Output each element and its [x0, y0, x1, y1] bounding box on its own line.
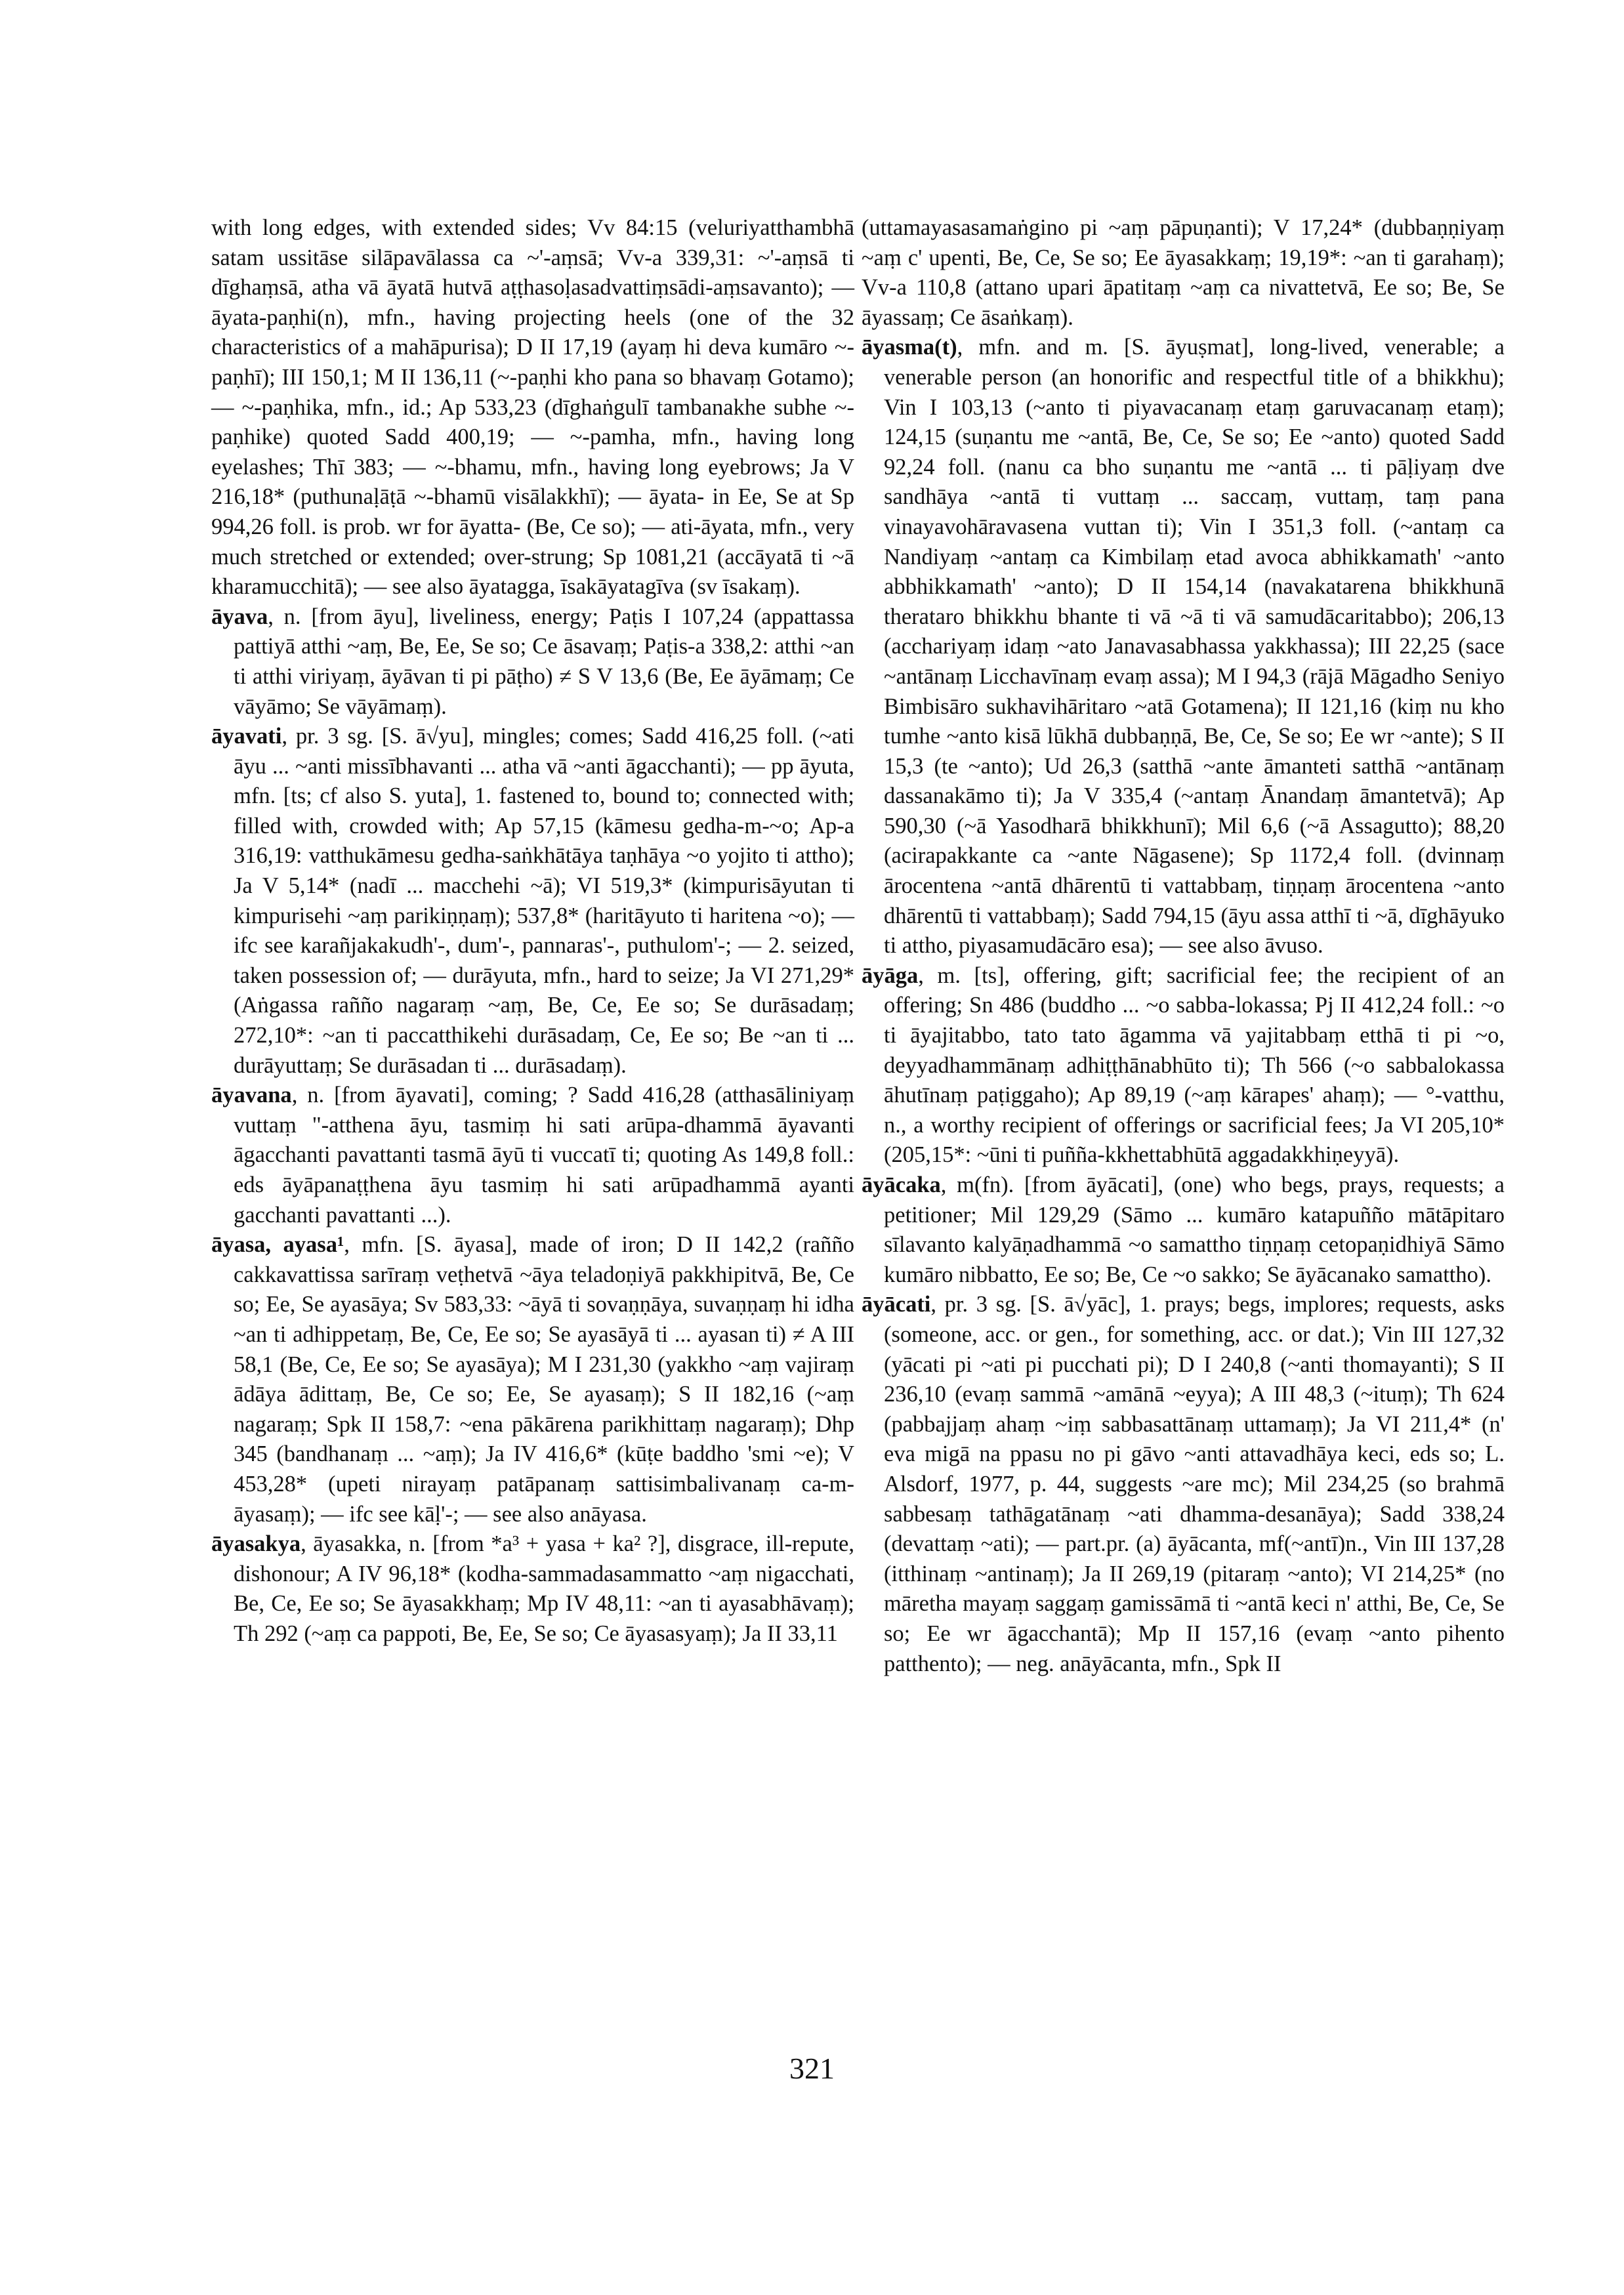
entry-ayavati	[211, 722, 854, 1081]
entry-ayasmat	[862, 333, 1505, 961]
headword: āyāga	[862, 962, 919, 988]
headword: āyācaka	[862, 1172, 941, 1197]
entry-body: , pr. 3 sg. [S. ā√yu], mingles; comes; Sadd 416,25 foll. (~ati āyu ... ~anti missībhavanti ... atha vā ~anti āgacchanti); — pp āyuta, mfn. [ts; cf also S. yuta], 1. fastened to, bound to; connected with; filled with, crowded with; Ap 57,15 (kāmesu gedha-m-~o; Ap-a 316,19: vatthukāmesu gedha-saṅkhātāya taṇhāya ~o yojito ti attho); Ja V 5,14* (nadī ... macchehi ~ā); VI 519,3* (kimpurisāyutan ti kimpurisehi ~aṃ parikiṇṇaṃ); 537,8* (haritāyuto ti haritena ~o); — ifc see karañjakakudh'-, dum'-, pannaras'-, puthulom'-; — 2. seized, taken possession of; — durāyuta, mfn., hard to seize; Ja VI 271,29* (Aṅgassa rañño nagaraṃ ~aṃ, Be, Ce, Ee so; Se durāsadaṃ; 272,10*: ~an ti paccatthikehi durāsadaṃ, Ce, Ee so; Be ~an ti ... durāyuttaṃ; Se durāsadan ti ... durāsadaṃ).	[234, 724, 854, 1078]
entry-continuation: with long edges, with extended sides; Vv 84:15 (veluriyatthambhā satam ussitāse silāpavālassa ca ~'-aṃsā; Vv-a 339,31: ~'-aṃsā ti dīghaṃsā, atha vā āyatā hutvā aṭṭhasoḷasadvattiṃsādi-aṃsavanto); — āyata-paṇhi(n), mfn., having projecting heels (one of the 32 characteristics of a mahāpurisa); D II 17,19 (ayaṃ hi deva kumāro ~-paṇhī); III 150,1; M II 136,11 (~-paṇhi kho pana so bhavaṃ Gotamo); — ~-paṇhika, mfn., id.; Ap 533,23 (dīghaṅgulī tambanakhe subhe ~-paṇhike) quoted Sadd 400,19; — ~-pamha, mfn., having long eyelashes; Thī 383; — ~-bhamu, mfn., having long eyebrows; Ja V 216,18* (puthunaḷāṭā ~-bhamū visālakkhī); — āyata- in Ee, Se at Sp 994,26 foll. is prob. wr for āyatta- (Be, Ce so); — ati-āyata, mfn., very much stretched or extended; over-strung; Sp 1081,21 (accāyatā ti ~ā kharamucchitā); — see also āyatagga, īsakāyatagīva (sv īsakaṃ).	[211, 215, 854, 600]
entry-ayaga	[862, 961, 1505, 1170]
entry-body: , n. [from āyavati], coming; ? Sadd 416,28 (atthasāliniyaṃ vuttaṃ "-atthena āyu, tasmiṃ hi sati arūpa-dhammā āyavanti āgacchanti pavattanti tasmā āyū ti vuccatī ti; quoting As 149,8 foll.: eds āyāpanaṭṭhena āyu tasmiṃ hi sati arūpadhammā ayanti gacchanti pavattanti ...).	[234, 1083, 854, 1228]
entry-body: , m. [ts], offering, gift; sacrificial fee; the recipient of an offering; Sn 486 (buddho ... ~o sabba-lokassa; Pj II 412,24 foll.: ~o ti āyajitabbo, tato tato āgamma vā yajitabbaṃ etthā ti pi ~o, deyyadhammānaṃ adhiṭṭhānabhūto ti); Th 566 (~o sabbalokassa āhutīnaṃ paṭiggaho); Ap 89,19 (~aṃ kārapes' ahaṃ); — °-vatthu, n., a worthy recipient of offerings or sacrificial fees; Ja VI 205,10* (205,15*: ~ūni ti puñña-kkhettabhūtā aggadakkhiṇeyyā).	[884, 962, 1505, 1168]
entry-ayacaka	[862, 1170, 1505, 1290]
entry-body: , āyasakka, n. [from *a³ + yasa + ka² ?], disgrace, ill-repute, dishonour; A IV 96,18* (kodha-sammadasammatto ~aṃ nigacchati, Be, Ce, Ee so; Se āyasakkhaṃ; Mp IV 48,11: ~an ti ayasabhāvaṃ); Th 292 (~aṃ ca pappoti, Be, Ee, Se so; Ce āyasasyaṃ); Ja II 33,11	[234, 1531, 854, 1646]
headword: āyasakya	[211, 1531, 301, 1557]
headword: āyavati	[211, 724, 282, 749]
headword: āyācati	[862, 1292, 931, 1317]
entry-ayasa	[211, 1230, 854, 1529]
entry-body: , mfn. and m. [S. āyuṣmat], long-lived, venerable; a venerable person (an honorific and respectful title of a bhikkhu); Vin I 103,13 (~anto ti piyavacanaṃ etaṃ garuvacanaṃ etaṃ); 124,15 (suṇantu me ~antā, Be, Ce, Se so; Ee ~anto) quoted Sadd 92,24 foll. (nanu ca bho suṇantu me ~antā ... ti pāḷiyaṃ dve sandhāya ~antā ti vuttaṃ ... saccaṃ, vuttaṃ, taṃ pana vinayavohāravasena vuttan ti); Vin I 351,3 foll. (~antaṃ ca Nandiyaṃ ~antaṃ ca Kimbilaṃ etad avoca abhikkamath' ~anto abbhikkamath' ~anto); D II 154,14 (navakatarena bhikkhunā therataro bhikkhu bhante ti vā ~ā ti vā samudācaritabbo); 206,13 (acchariyaṃ idaṃ ~ato Janavasabhassa yakkhassa); III 22,25 (sace ~antānaṃ Licchavīnaṃ evaṃ assa); M I 94,3 (rājā Māgadho Seniyo Bimbisāro sukhavihāritaro ~atā Gotamena); II 121,16 (kiṃ nu kho tumhe ~anto kisā lūkhā dubbaṇṇā, Be, Ce, Se so; Ee wr ~ante); S II 15,3 (te ~anto); Ud 26,3 (satthā ~ante āmanteti satthā ~antānaṃ dassanakāmo ti); Ja V 335,4 (~antaṃ Ānandaṃ āmantetvā); Ap 590,30 (~ā Yasodharā bhikkhunī); Mil 6,6 (~ā Assagutto); 88,20 (acirapakkante ca ~ante Nāgasene); Sp 1172,4 foll. (dvinnaṃ ārocentena ~antā dhārentū ti vattabbaṃ, tiṇṇaṃ ārocentena ~anto dhārentū ti vattabbaṃ); Sadd 794,15 (āyu assa atthī ti ~ā, dīghāyuko ti attho, piyasamudācāro esa); — see also āvuso.	[884, 335, 1505, 959]
entry-continuation: (uttamayasasamaṅgino pi ~aṃ pāpuṇanti); V 17,24* (dubbaṇṇiyaṃ ~aṃ c' upenti, Be, Ce, Se so; Ee āyasakkaṃ; 19,19*: ~an ti garahaṃ); Vv-a 110,8 (attano upari āpatitaṃ ~aṃ ca nivattetvā, Ee so; Be, Se āyassaṃ; Ce āsaṅkaṃ).	[862, 215, 1505, 330]
headword: āyasa, ayasa¹	[211, 1232, 344, 1258]
entry-ayacati	[862, 1290, 1505, 1679]
entry-ayavana	[211, 1081, 854, 1230]
headword: āyasma(t)	[862, 335, 957, 360]
entry-ayava	[211, 602, 854, 722]
right-column	[862, 213, 1505, 1679]
headword: āyavana	[211, 1083, 292, 1108]
left-column	[211, 213, 854, 1649]
headword: āyava	[211, 604, 268, 629]
entry-ayasakya	[211, 1529, 854, 1649]
entry-body: , mfn. [S. āyasa], made of iron; D II 142,2 (rañño cakkavattissa sarīraṃ veṭhetvā ~āya teladoṇiyā pakkhipitvā, Be, Ce so; Ee, Se ayasāya; Sv 583,33: ~āyā ti sovaṇṇāya, suvaṇṇaṃ hi idha ~an ti adhippetaṃ, Be, Ce, Ee so; Se ayasāyā ti ... ayasan ti) ≠ A III 58,1 (Be, Ce, Ee so; Se ayasāya); M I 231,30 (yakkho ~aṃ vajiraṃ ādāya ādittaṃ, Be, Ce so; Ee, Se ayasaṃ); S II 182,16 (~aṃ nagaraṃ; Spk II 158,7: ~ena pākārena parikhittaṃ nagaraṃ); Dhp 345 (bandhanaṃ ... ~aṃ); Ja IV 416,6* (kūṭe baddho 'smi ~e); V 453,28* (upeti nirayaṃ patāpanaṃ sattisimbalivanaṃ ca-m-āyasaṃ); — ifc see kāḷ'-; — see also anāyasa.	[234, 1232, 854, 1527]
entry-body: , pr. 3 sg. [S. ā√yāc], 1. prays; begs, implores; requests, asks (someone, acc. or gen., for something, acc. or dat.); Vin III 127,32 (yācati pi ~ati pi pucchati pi); D I 240,8 (~anti thomayanti); S II 236,10 (evaṃ sammā ~amānā ~eyya); A III 48,3 (~ituṃ); Th 624 (pabbajjaṃ ahaṃ ~iṃ sabbasattānaṃ uttamaṃ); Ja VI 211,4* (n' eva migā na ppasu no pi gāvo ~anti attavadhāya keci, eds so; L. Alsdorf, 1977, p. 44, suggests ~are mc); Mil 234,25 (so brahmā sabbesaṃ tathāgatānaṃ ~ati dhamma-desanāya); Sadd 338,24 (devattaṃ ~ati); — part.pr. (a) āyācanta, mf(~antī)n., Vin III 137,28 (itthinaṃ ~antinaṃ); Ja II 269,19 (pitaraṃ ~anto); VI 214,25* (no māretha mayaṃ saggaṃ gamissāmā ti ~antā keci n' atthi, Be, Ce, Se so; Ee wr āgacchantā); Mp II 157,16 (evaṃ ~anto pihento patthento); — neg. anāyācanta, mfn., Spk II	[884, 1292, 1505, 1676]
entry-body: , n. [from āyu], liveliness, energy; Paṭis I 107,24 (appattassa pattiyā atthi ~aṃ, Be, Ee, Se so; Ce āsavaṃ; Paṭis-a 338,2: atthi ~an ti atthi viriyaṃ, āyāvan ti pi pāṭho) ≠ S V 13,6 (Be, Ee āyāmaṃ; Ce vāyāmo; Se vāyāmaṃ).	[234, 604, 854, 719]
entry-body: , m(fn). [from āyācati], (one) who begs, prays, requests; a petitioner; Mil 129,29 (Sāmo ... kumāro katapuñño mātāpitaro sīlavanto kalyāṇadhammā ~o samattho tiṇṇaṃ cetopaṇidhiyā Sāmo kumāro nibbatto, Ee so; Be, Ce ~o sakko; Se āyācanako samattho).	[884, 1172, 1505, 1287]
page-number: 321	[789, 2052, 835, 2085]
